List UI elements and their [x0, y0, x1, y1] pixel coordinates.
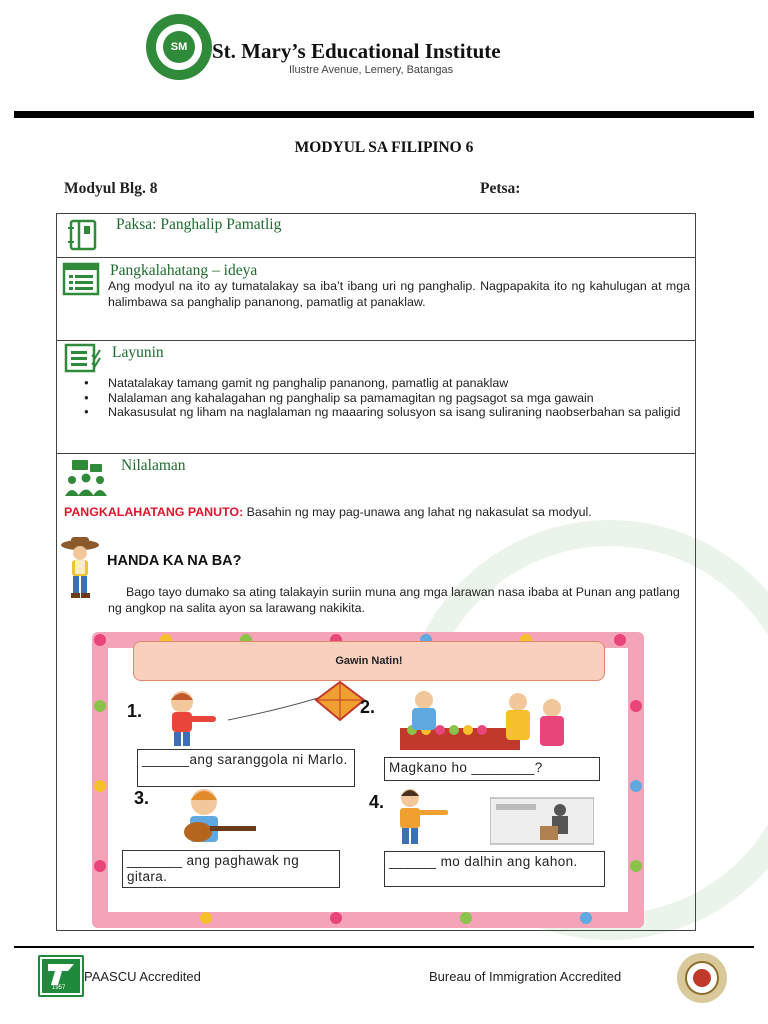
- paascu-logo: [38, 955, 84, 997]
- flower-decoration: [630, 700, 642, 712]
- nilalaman-title: Nilalaman: [121, 457, 186, 474]
- boy-pointing-illustration: [160, 688, 230, 748]
- item-1-answer-box: ______ang saranggola ni Marlo.: [137, 749, 355, 787]
- item-number: 4.: [369, 792, 385, 812]
- header-divider: [14, 111, 754, 118]
- ideya-text: Ang modyul na ito ay tumatalakay sa iba’t ibang uri ng panghalip. Nagpapakita ito ng kahulugan at mga halimbawa sa panghalip pananong, pamatlig at panaklaw.: [108, 279, 690, 309]
- cowboy-character-icon: [60, 536, 100, 602]
- market-vendor-illustration: [400, 688, 586, 750]
- instructions-label: PANGKALAHATANG PANUTO:: [64, 505, 244, 519]
- objective-item: ● Natatalakay tamang gamit ng panghalip pananong, pamatlig at panaklaw: [84, 376, 690, 391]
- item-number: 3.: [134, 788, 150, 808]
- checklist-icon: [64, 343, 102, 373]
- school-name: St. Mary’s Educational Institute: [212, 39, 501, 63]
- paascu-year: 1957: [52, 985, 66, 991]
- boy-standing-illustration: [388, 786, 458, 848]
- flower-decoration: [94, 634, 106, 646]
- objective-item: ● Nakasusulat ng liham na naglalaman ng maaaring solusyon sa isang suliraning naobserbahan sa paligid: [84, 405, 690, 420]
- item-3-answer-box: _______ ang paghawak ng gitara.: [122, 850, 340, 888]
- item-number: 2.: [360, 697, 376, 717]
- instructions-text: Basahin ng may pag-unawa ang lahat ng nakasulat sa modyul.: [243, 505, 592, 519]
- flower-decoration: [630, 780, 642, 792]
- activity-title: Gawin Natin!: [133, 641, 605, 681]
- flower-decoration: [460, 912, 472, 924]
- paksa-title: Paksa: Panghalip Pamatlig: [116, 216, 282, 233]
- row-divider: [56, 340, 696, 341]
- school-seal-logo: SM: [146, 14, 212, 80]
- flower-decoration: [330, 912, 342, 924]
- flower-decoration: [200, 912, 212, 924]
- footer-divider: [14, 946, 754, 948]
- ideya-title: Pangkalahatang – ideya: [110, 262, 258, 279]
- flower-decoration: [614, 634, 626, 646]
- flower-decoration: [94, 860, 106, 872]
- warehouse-box-illustration: [490, 796, 594, 846]
- book-icon: [66, 218, 100, 252]
- flower-decoration: [580, 912, 592, 924]
- item-4-answer-box: ______ mo dalhin ang kahon.: [384, 851, 605, 887]
- flower-decoration: [630, 860, 642, 872]
- objective-item: ● Nalalaman ang kahalagahan ng panghalip sa pamamagitan ng pagsagot sa mga gawain: [84, 391, 690, 406]
- group-discussion-icon: [62, 458, 110, 498]
- item-number: 1.: [127, 701, 143, 721]
- general-instructions: [64, 505, 690, 520]
- document-list-icon: [62, 262, 100, 296]
- bureau-of-immigration-seal: [677, 953, 727, 1003]
- flower-decoration: [94, 780, 106, 792]
- immigration-accreditation: Bureau of Immigration Accredited: [429, 969, 622, 984]
- row-divider: [56, 257, 696, 258]
- objectives-list: [84, 376, 690, 420]
- module-number: Modyul Blg. 8: [64, 180, 158, 197]
- ready-heading: HANDA KA NA BA?: [107, 553, 242, 569]
- item-2-answer-box: Magkano ho ________?: [384, 757, 600, 781]
- module-title: MODYUL SA FILIPINO 6: [294, 139, 474, 156]
- school-address: Ilustre Avenue, Lemery, Batangas: [289, 64, 454, 76]
- flower-decoration: [94, 700, 106, 712]
- activity-intro: Bago tayo dumako sa ating talakayin suriin muna ang mga larawan nasa ibaba at Punan ang patlang ng angkop na salita ayon sa larawang nakikita.: [108, 585, 680, 615]
- row-divider: [56, 453, 696, 454]
- layunin-title: Layunin: [112, 344, 164, 361]
- paascu-accreditation: PAASCU Accredited: [84, 969, 201, 984]
- date-label: Petsa:: [480, 180, 521, 197]
- boy-guitar-illustration: [172, 786, 262, 848]
